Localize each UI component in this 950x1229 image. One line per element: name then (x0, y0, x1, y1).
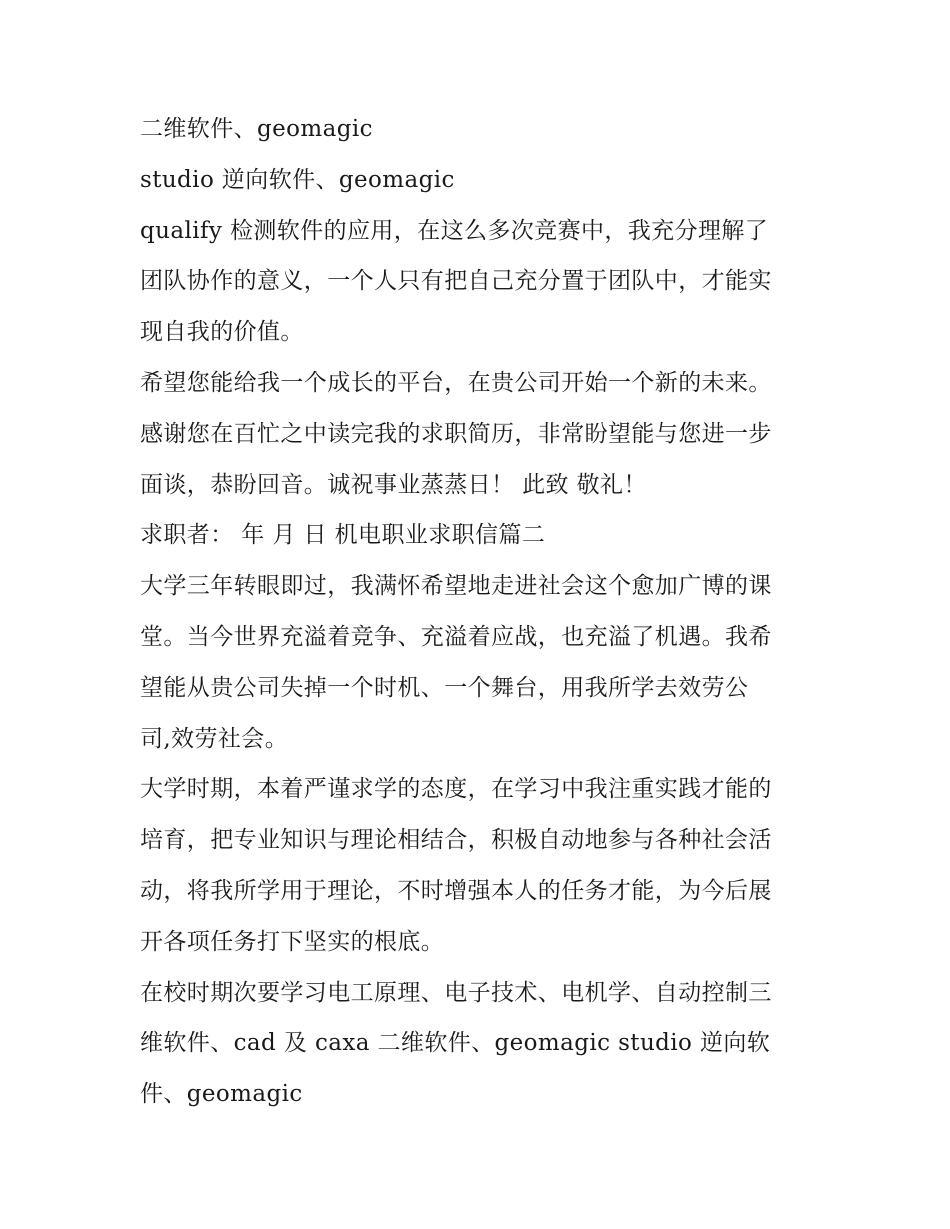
text-line: 感谢您在百忙之中读完我的求职简历，非常盼望能与您进一步 (140, 420, 772, 447)
text-line: 面谈，恭盼回音。诚祝事业蒸蒸日！ 此致 敬礼！ (140, 471, 647, 498)
text-line: 望能从贵公司失掉一个时机、一个舞台，用我所学去效劳公 (140, 674, 749, 701)
text-line: 开各项任务打下坚实的根底。 (140, 928, 445, 955)
text-line: 二维软件、geomagic (140, 116, 373, 142)
text-line: 培育，把专业知识与理论相结合，积极自动地参与各种社会活 (140, 827, 772, 854)
text-line: 希望您能给我一个成长的平台，在贵公司开始一个新的未来。 (140, 369, 772, 396)
text-line: 在校时期次要学习电工原理、电子技术、电机学、自动控制三 (140, 979, 772, 1006)
text-line: 求职者： 年 月 日 机电职业求职信篇二 (140, 522, 546, 549)
text-line: 现自我的价值。 (140, 319, 304, 346)
body-text (140, 104, 820, 1120)
text-line: 大学时期，本着严谨求学的态度，在学习中我注重实践才能的 (140, 776, 772, 803)
text-line: qualify 检测软件的应用，在这么多次竞赛中，我充分理解了 (140, 217, 769, 244)
text-line: 动，将我所学用于理论，不时增强本人的任务才能，为今后展 (140, 877, 772, 904)
text-line: 维软件、cad 及 caxa 二维软件、geomagic studio 逆向软 (140, 1030, 771, 1057)
text-line: 堂。当今世界充溢着竞争、充溢着应战，也充溢了机遇。我希 (140, 623, 772, 650)
text-line: studio 逆向软件、geomagic (140, 166, 455, 193)
text-line: 团队协作的意义，一个人只有把自己充分置于团队中，才能实 (140, 268, 772, 295)
text-line: 大学三年转眼即过，我满怀希望地走进社会这个愈加广博的课 (140, 573, 772, 600)
text-line: 件、geomagic (140, 1081, 303, 1108)
text-line: 司,效劳社会。 (140, 725, 289, 752)
